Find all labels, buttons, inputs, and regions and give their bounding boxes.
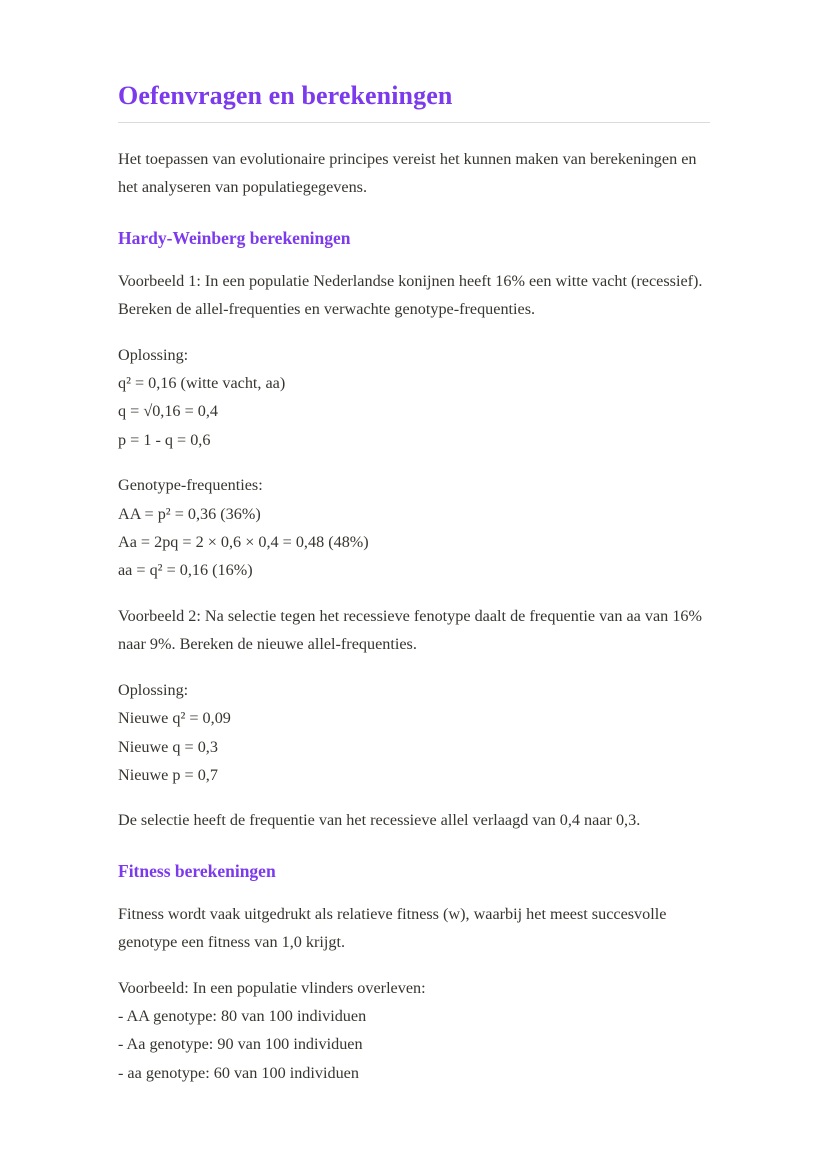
- text-line: Nieuwe p = 0,7: [118, 765, 218, 784]
- paragraph-voorbeeld-2: [118, 602, 710, 659]
- text-line: p = 1 - q = 0,6: [118, 430, 211, 449]
- text-line: q = √0,16 = 0,4: [118, 402, 218, 421]
- text-line: naar 9%. Bereken de nieuwe allel-frequenties.: [118, 635, 417, 654]
- intro-paragraph: [118, 145, 710, 202]
- text-line: Het toepassen van evolutionaire principes vereist het kunnen maken van berekeningen en: [118, 150, 697, 168]
- text-line: het analyseren van populatiegegevens.: [118, 178, 368, 197]
- text-line: De selectie heeft de frequentie van het recessieve allel verlaagd van 0,4 naar 0,3.: [118, 811, 641, 830]
- paragraph-selectie-conclusie: [118, 806, 710, 834]
- text-line: Voorbeeld 2: Na selectie tegen het recessieve fenotype daalt de frequentie van aa van 16%: [118, 606, 702, 625]
- text-line: genotype een fitness van 1,0 krijgt.: [118, 933, 346, 952]
- paragraph-oplossing-1: [118, 341, 710, 455]
- text-line: Oplossing:: [118, 345, 189, 364]
- paragraph-voorbeeld-1: [118, 267, 710, 324]
- text-line: Nieuwe q = 0,3: [118, 737, 218, 756]
- text-line: Voorbeeld: In een populatie vlinders overleven:: [118, 978, 426, 997]
- text-line: Nieuwe q² = 0,09: [118, 709, 231, 728]
- paragraph-fitness-intro: [118, 900, 710, 957]
- paragraph-oplossing-2: [118, 676, 710, 790]
- text-line: - AA genotype: 80 van 100 individuen: [118, 1006, 367, 1025]
- text-line: - aa genotype: 60 van 100 individuen: [118, 1063, 359, 1082]
- page-title: Oefenvragen en berekeningen: [118, 81, 453, 110]
- section-heading-hardy-weinberg: Hardy-Weinberg berekeningen: [118, 227, 351, 248]
- text-line: Genotype-frequenties:: [118, 476, 263, 495]
- paragraph-genotype-frequenties: [118, 471, 710, 585]
- text-line: - Aa genotype: 90 van 100 individuen: [118, 1035, 363, 1054]
- paragraph-voorbeeld-vlinders: [118, 974, 710, 1088]
- text-line: Bereken de allel-frequenties en verwachte genotype-frequenties.: [118, 300, 536, 319]
- text-line: Aa = 2pq = 2 × 0,6 × 0,4 = 0,48 (48%): [118, 533, 369, 552]
- text-line: Voorbeeld 1: In een populatie Nederlandse konijnen heeft 16% een witte vacht (recessief).: [118, 271, 703, 290]
- text-line: Oplossing:: [118, 680, 189, 699]
- text-line: AA = p² = 0,36 (36%): [118, 504, 261, 523]
- text-line: Fitness wordt vaak uitgedrukt als relatieve fitness (w), waarbij het meest succesvolle: [118, 904, 667, 923]
- text-line: aa = q² = 0,16 (16%): [118, 561, 253, 580]
- title-divider: [118, 122, 710, 123]
- text-line: q² = 0,16 (witte vacht, aa): [118, 374, 286, 393]
- section-heading-fitness: Fitness berekeningen: [118, 860, 276, 881]
